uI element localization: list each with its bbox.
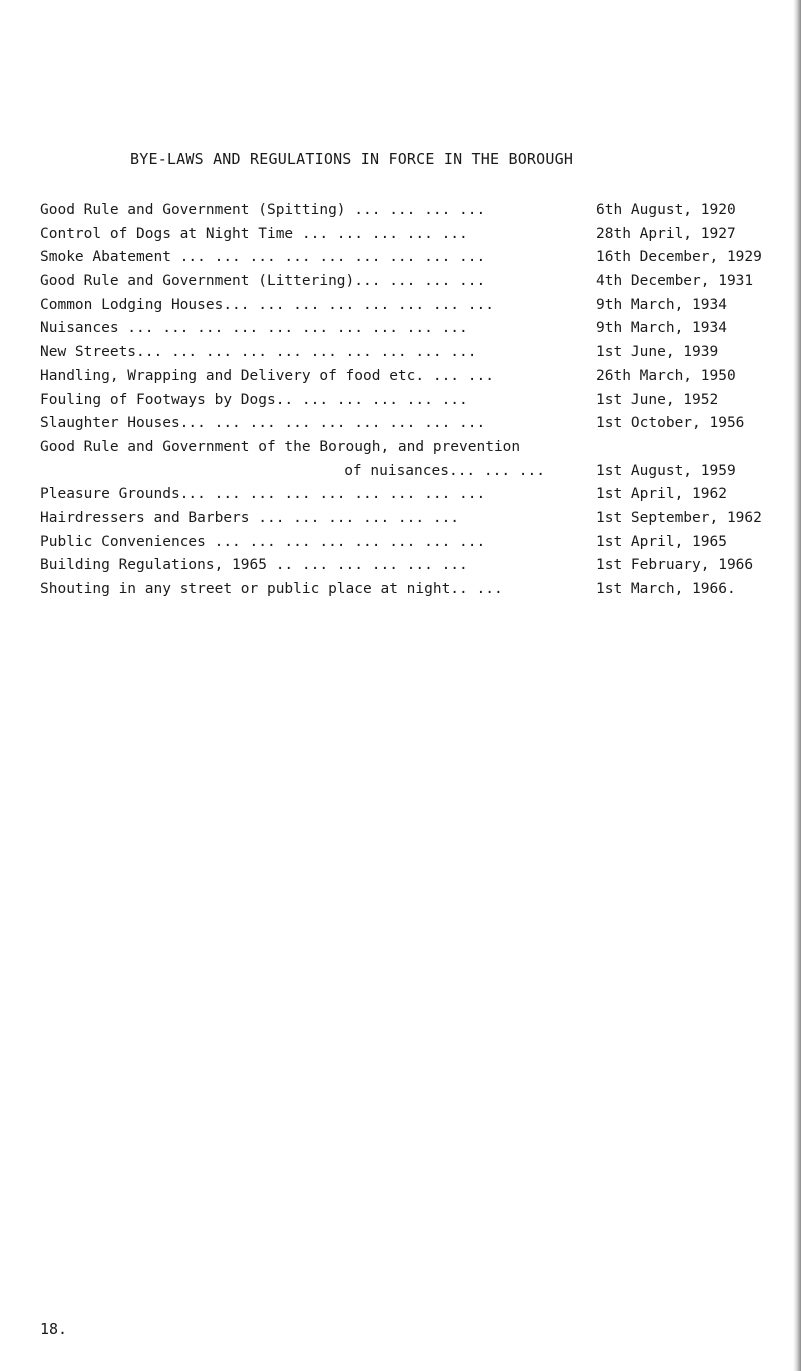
bylaw-row	[40, 270, 780, 294]
bylaw-date: 1st April, 1965	[596, 533, 727, 550]
bylaw-name: Good Rule and Government of the Borough, and prevention	[40, 438, 521, 455]
bylaws-list	[40, 199, 780, 602]
bylaw-name: Shouting in any street or public place at night.. ...	[40, 581, 503, 598]
bylaw-row	[40, 294, 780, 318]
bylaw-row	[40, 365, 780, 389]
bylaw-name: Slaughter Houses... ... ... ... ... ... ... ... ...	[40, 415, 486, 432]
bylaw-name: Good Rule and Government (Littering)... ... ... ...	[40, 273, 486, 290]
bylaw-date: 26th March, 1950	[596, 367, 736, 384]
page-number: 18.	[40, 1320, 68, 1338]
page-title: BYE-LAWS AND REGULATIONS IN FORCE IN THE BOROUGH	[130, 150, 574, 168]
bylaw-name: Common Lodging Houses... ... ... ... ... ... ... ...	[40, 296, 494, 313]
bylaw-name: Public Conveniences ... ... ... ... ... ... ... ...	[40, 533, 486, 550]
bylaw-row	[40, 341, 780, 365]
bylaw-row	[40, 578, 780, 602]
bylaw-name: Handling, Wrapping and Delivery of food etc. ... ...	[40, 367, 494, 384]
bylaw-name: New Streets... ... ... ... ... ... ... ... ... ...	[40, 344, 477, 361]
bylaw-date: 1st October, 1956	[596, 415, 745, 432]
bylaw-row	[40, 246, 780, 270]
bylaw-row	[40, 483, 780, 507]
bylaw-name: Control of Dogs at Night Time ... ... ... ... ...	[40, 225, 468, 242]
bylaw-name: Good Rule and Government (Spitting) ... ... ... ...	[40, 202, 486, 218]
bylaw-date: 1st April, 1962	[596, 486, 727, 503]
page-edge-shadow	[793, 0, 801, 1371]
bylaw-row	[40, 389, 780, 413]
bylaw-date: 9th March, 1934	[596, 320, 727, 337]
bylaw-name: Nuisances ... ... ... ... ... ... ... ... ... ...	[40, 320, 468, 337]
bylaw-name: Smoke Abatement ... ... ... ... ... ... ... ... ...	[40, 249, 486, 266]
bylaw-date: 1st March, 1966.	[596, 581, 736, 598]
bylaw-row	[40, 436, 780, 483]
bylaw-row	[40, 507, 780, 531]
bylaw-name: Fouling of Footways by Dogs.. ... ... ... ... ...	[40, 391, 468, 408]
bylaw-row	[40, 531, 780, 555]
bylaw-row	[40, 554, 780, 578]
bylaw-date: 1st June, 1939	[596, 344, 719, 361]
bylaw-date: 1st September, 1962	[596, 509, 762, 526]
bylaw-name: Building Regulations, 1965 .. ... ... ... ... ...	[40, 557, 468, 574]
bylaw-date: 4th December, 1931	[596, 273, 754, 290]
bylaw-date: 6th August, 1920	[596, 202, 736, 218]
bylaw-name: Hairdressers and Barbers ... ... ... ... ... ...	[40, 509, 460, 526]
bylaw-name-continuation: of nuisances... ... ...	[344, 462, 545, 479]
bylaw-row	[40, 412, 780, 436]
bylaw-date: 1st August, 1959	[596, 462, 736, 479]
bylaw-date: 1st February, 1966	[596, 557, 754, 574]
bylaw-date: 28th April, 1927	[596, 225, 736, 242]
bylaw-row	[40, 223, 780, 247]
bylaw-name: Pleasure Grounds... ... ... ... ... ... ... ... ...	[40, 486, 486, 503]
bylaw-date: 9th March, 1934	[596, 296, 727, 313]
bylaw-row	[40, 317, 780, 341]
bylaw-date: 16th December, 1929	[596, 249, 762, 266]
bylaw-date: 1st June, 1952	[596, 391, 719, 408]
bylaw-row	[40, 199, 780, 223]
